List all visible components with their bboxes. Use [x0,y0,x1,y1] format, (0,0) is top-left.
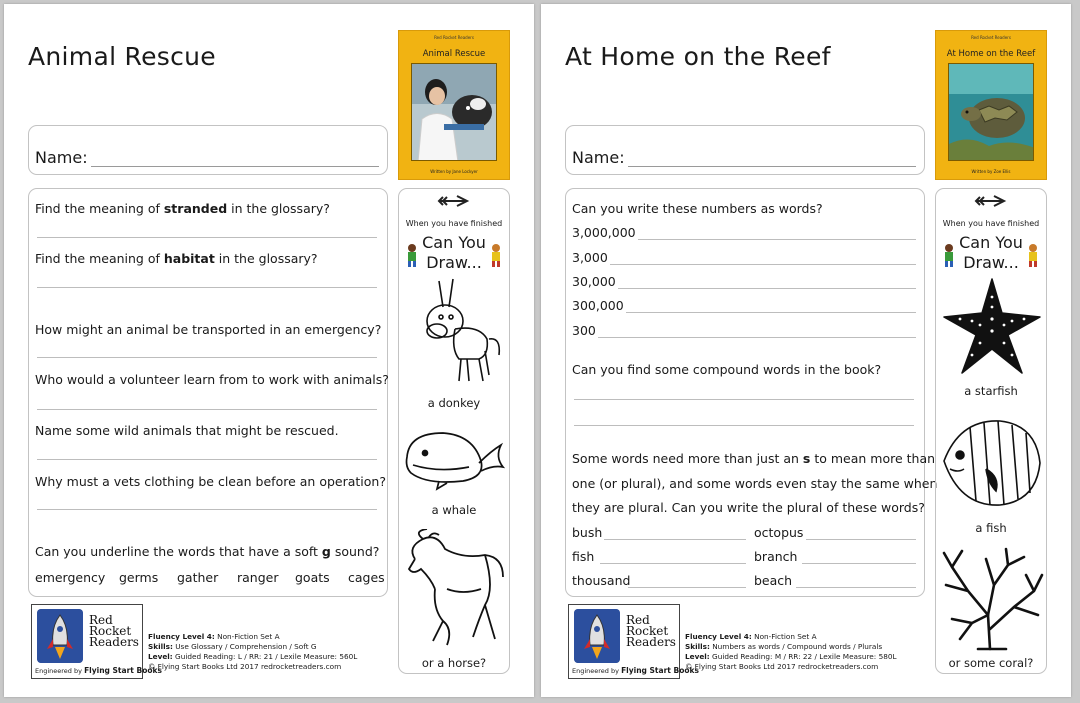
answer-line-2[interactable] [37,287,377,288]
plural-word-beach: beach [754,573,793,588]
book-cover [935,30,1047,180]
when-finished: When you have finished [405,219,503,228]
number-label: 30,000 [572,274,616,289]
word-emergency[interactable]: emergency [35,570,106,585]
word-germs[interactable]: germs [119,570,159,585]
donkey-drawing [409,277,503,387]
red-rocket-readers-logo [568,604,699,679]
worksheet-animal-rescue [4,4,534,697]
word-cages[interactable]: cages [348,570,385,585]
starfish-drawing [942,277,1042,377]
book-info: Fluency Level 4: Non-Fiction Set A Skills: Numbers as words / Compound words / Plurals Level: Guided Reading: M / RR: 22 / Lexile Measure: 580L © Flying Start Books Ltd 2017 redrocketreaders.com [685,632,897,671]
plural-answer-line[interactable] [802,563,916,564]
answer-line-1[interactable] [37,237,377,238]
rocket-icon [37,609,83,663]
book-info: Fluency Level 4: Non-Fiction Set A Skills: Use Glossary / Comprehension / Soft G Level: Guided Reading: L / RR: 21 / Lexile Measure: 560L © Flying Start Books Ltd 2017 redrocketreaders.com [148,632,358,671]
questions-box [565,188,938,597]
arrow-right-icon [974,194,1008,208]
fish-drawing [940,411,1044,515]
can-you-draw: Can You Draw... [422,233,486,272]
cover-author: Written by Zoe Ellis [971,169,1011,174]
when-finished: When you have finished [942,219,1040,228]
number-answer-line[interactable] [610,264,916,265]
number-answer-line[interactable] [626,312,916,313]
name-label: Name: [572,148,625,167]
cover-photo [948,63,1034,161]
book-cover [398,30,510,180]
child-icon [1026,243,1040,267]
horse-drawing [403,529,507,651]
question-7: Can you underline the words that have a soft g sound? [35,544,380,559]
number-answer-line[interactable] [638,239,916,240]
caption-donkey: a donkey [427,396,481,410]
plural-word-branch: branch [754,549,798,564]
can-you-draw: Can You Draw... [959,233,1023,272]
number-label: 3,000 [572,250,608,265]
name-line [91,166,379,167]
answer-line-3[interactable] [37,357,377,358]
coral-drawing [938,545,1046,651]
question-1: Find the meaning of stranded in the glossary? [35,201,330,216]
page-title: Animal Rescue [28,42,216,71]
question-4: Who would a volunteer learn from to work with animals? [35,372,389,387]
question-2: Find the meaning of habitat in the glossary? [35,251,318,266]
name-field[interactable] [28,125,388,175]
plural-word-bush: bush [572,525,603,540]
plural-word-fish: fish [572,549,595,564]
caption-fish: a fish [975,521,1007,535]
cover-series: Red Rocket Readers [971,35,1011,40]
cover-photo [411,63,497,161]
name-field[interactable] [565,125,925,175]
question-3-line-2: one (or plural), and some words even stay the same when [572,476,938,491]
word-goats[interactable]: goats [295,570,330,585]
red-rocket-readers-logo [31,604,162,679]
cover-series: Red Rocket Readers [434,35,474,40]
cover-author: Written by Jane Lockyer [430,169,478,174]
name-label: Name: [35,148,88,167]
question-3-line-3: they are plural. Can you write the plural of these words? [572,500,925,515]
questions-box [28,188,388,597]
answer-line[interactable] [574,399,914,400]
answer-line-6[interactable] [37,509,377,510]
caption-whale: a whale [431,503,477,517]
plural-word-octopus: octopus [754,525,804,540]
logo-engineered: Engineered by Flying Start Books [35,666,162,675]
cover-title: Animal Rescue [422,49,486,59]
arrow-right-icon [437,194,471,208]
child-icon [489,243,503,267]
question-3-line-1: Some words need more than just an s to mean more than [572,451,936,466]
child-icon [942,243,956,267]
number-label: 300,000 [572,298,624,313]
caption-starfish: a starfish [964,384,1018,398]
whale-drawing [403,427,507,491]
question-2: Can you find some compound words in the book? [572,362,882,377]
plural-answer-line[interactable] [628,587,746,588]
caption-horse: or a horse? [421,656,487,670]
plural-answer-line[interactable] [796,587,916,588]
worksheet-home-on-reef [541,4,1071,697]
plural-answer-line[interactable] [604,539,746,540]
question-5: Name some wild animals that might be rescued. [35,423,339,438]
rocket-icon [574,609,620,663]
number-label: 300 [572,323,596,338]
draw-panel [935,188,1047,674]
caption-coral: or some coral? [948,656,1034,670]
logo-engineered: Engineered by Flying Start Books [572,666,699,675]
page-title: At Home on the Reef [565,42,831,71]
question-3: How might an animal be transported in an emergency? [35,322,382,337]
answer-line[interactable] [574,425,914,426]
plural-answer-line[interactable] [600,563,746,564]
word-gather[interactable]: gather [177,570,219,585]
name-line [628,166,916,167]
plural-word-thousand: thousand [572,573,631,588]
answer-line-5[interactable] [37,459,377,460]
logo-text: Red Rocket Readers [626,613,676,649]
word-ranger[interactable]: ranger [237,570,279,585]
plural-answer-line[interactable] [806,539,916,540]
number-label: 3,000,000 [572,225,636,240]
number-answer-line[interactable] [618,288,916,289]
logo-text: Red Rocket Readers [89,613,139,649]
child-icon [405,243,419,267]
cover-title: At Home on the Reef [946,49,1036,59]
question-1: Can you write these numbers as words? [572,201,823,216]
number-answer-line[interactable] [598,337,916,338]
draw-panel [398,188,510,674]
question-6: Why must a vets clothing be clean before an operation? [35,474,386,489]
answer-line-4[interactable] [37,409,377,410]
